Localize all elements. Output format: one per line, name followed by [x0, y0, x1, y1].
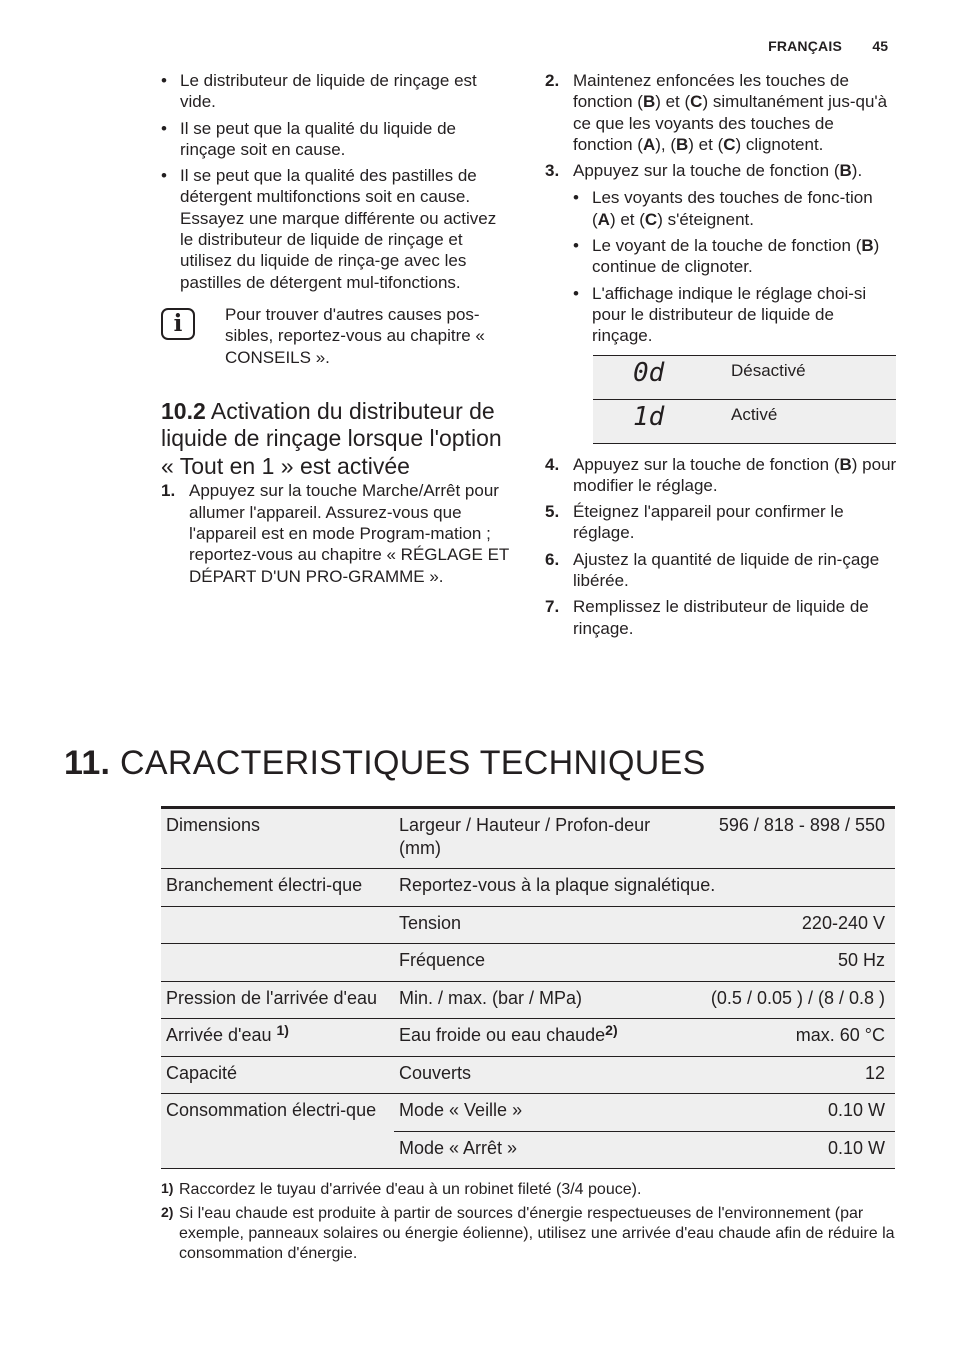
step-item [545, 454, 897, 497]
list-item: • Il se peut que la qualité du liquide de rinçage soit en cause. [161, 118, 513, 161]
spec-category: Dimensions [161, 808, 394, 869]
step-item [161, 480, 513, 586]
step-list [161, 480, 513, 586]
step-item [545, 70, 897, 155]
table-row [161, 944, 895, 982]
step-list [545, 454, 897, 639]
chapter-heading [64, 744, 706, 783]
sub-list [573, 187, 897, 346]
section-title: Activation du distributeur de liquide de rinçage lorsque l'option « Tout en 1 » est activée [161, 397, 502, 479]
list-item: • Il se peut que la qualité des pastilles de détergent multifonctions soit en cause. Essayez une marque différente ou activez le distributeur de liquide de rinçage et utilisez du liquide de rinça-ge avec les pastilles de détergent mul-tifonctions. [161, 165, 513, 293]
spec-parameter: Largeur / Hauteur / Profon-deur (mm) [394, 808, 669, 869]
list-item: • Le distributeur de liquide de rinçage est vide. [161, 70, 513, 113]
info-icon: i [161, 308, 195, 340]
table-row [161, 1056, 895, 1094]
table-row [161, 869, 895, 907]
footnote-text: Raccordez le tuyau d'arrivée d'eau à un robinet fileté (3/4 pouce). [179, 1181, 642, 1198]
info-note [161, 304, 513, 368]
spec-category [161, 944, 394, 982]
left-column [161, 70, 513, 592]
chapter-number: 11. [64, 744, 111, 782]
spec-parameter: Fréquence [394, 944, 669, 982]
table-row [161, 981, 895, 1019]
setting-label: Désactivé [730, 355, 896, 399]
table-row [593, 399, 896, 443]
right-column [545, 70, 897, 644]
spec-category: Branchement électri-que [161, 869, 394, 907]
step-item [545, 501, 897, 544]
spec-value: 12 [669, 1056, 895, 1094]
list-item: • L'affichage indique le réglage choi-si pour le distributeur de liquide de rinçage. [573, 283, 897, 347]
footnote-ref: 2) [605, 1022, 618, 1038]
info-text: Pour trouver d'autres causes pos-sibles, reportez-vous au chapitre « CONSEILS ». [225, 304, 485, 367]
footnote [161, 1180, 895, 1200]
section-number: 10.2 [161, 397, 206, 424]
step-list [545, 70, 897, 347]
step-item [545, 596, 897, 639]
step-number: 4. [545, 454, 560, 474]
step-number: 1. [161, 481, 176, 501]
spec-category: Pression de l'arrivée d'eau [161, 981, 394, 1019]
step-item [545, 160, 897, 346]
spec-value: 596 / 818 - 898 / 550 [669, 808, 895, 869]
spec-parameter: Min. / max. (bar / MPa) [394, 981, 669, 1019]
spec-value: max. 60 °C [669, 1019, 895, 1057]
step-item [545, 549, 897, 592]
table-row [161, 1094, 895, 1132]
table-row [593, 355, 896, 399]
step-text: Éteignez l'appareil pour confirmer le réglage. [573, 502, 844, 543]
step-text: Ajustez la quantité de liquide de rin-çage libérée. [573, 549, 880, 591]
step-number: 2. [545, 71, 560, 90]
step-text: Appuyez sur la touche de fonction (B) pour modifier le réglage. [573, 454, 897, 495]
spec-parameter: Reportez-vous à la plaque signalétique. [394, 869, 895, 907]
language-label: FRANÇAIS [768, 38, 842, 54]
table-row [161, 906, 895, 944]
spec-parameter: Couverts [394, 1056, 669, 1094]
setting-label: Activé [730, 399, 896, 443]
spec-parameter: Mode « Veille » [394, 1094, 669, 1132]
step-number: 6. [545, 549, 560, 569]
spec-value: 0.10 W [669, 1094, 895, 1132]
chapter-title: CARACTERISTIQUES TECHNIQUES [120, 744, 706, 782]
footnote-mark: 1) [161, 1180, 174, 1196]
table-row [161, 1019, 895, 1057]
settings-table [593, 355, 896, 444]
spec-category: Consommation électri-que [161, 1094, 394, 1169]
spec-value: (0.5 / 0.05 ) / (8 / 0.8 ) [669, 981, 895, 1019]
step-text: Appuyez sur la touche de fonction (B). [573, 161, 863, 181]
footnote [161, 1204, 895, 1264]
display-code: 1d [593, 399, 730, 443]
footnotes [161, 1180, 895, 1268]
spec-parameter: Mode « Arrêt » [394, 1131, 669, 1169]
spec-value: 220-240 V [669, 906, 895, 944]
table-row [161, 808, 895, 869]
step-number: 3. [545, 161, 560, 181]
spec-value: 0.10 W [669, 1131, 895, 1169]
spec-category: Arrivée d'eau $^{1)}$ [161, 1019, 394, 1057]
step-number: 7. [545, 597, 560, 617]
footnote-text: Si l'eau chaude est produite à partir de sources d'énergie respectueuses de l'environnement (par exemple, panneaux solaires ou énergie éolienne), utilisez une arrivée d'eau chaude afin de réduire la consommation d'énergie. [179, 1205, 895, 1262]
step-number: 5. [545, 502, 560, 522]
spec-category: Capacité [161, 1056, 394, 1094]
step-text: Remplissez le distributeur de liquide de rinçage. [573, 597, 869, 638]
page-number: 45 [872, 38, 888, 54]
spec-parameter: Eau froide ou eau chaude$^{2)}$ [394, 1019, 669, 1057]
section-heading [161, 398, 513, 481]
display-code: 0d [593, 355, 730, 399]
specs-table [161, 806, 895, 1169]
list-item: • Le voyant de la touche de fonction (B) continue de clignoter. [573, 235, 897, 278]
footnote-mark: 2) [161, 1204, 174, 1220]
footnote-ref: 1) [276, 1022, 289, 1038]
step-text: Appuyez sur la touche Marche/Arrêt pour allumer l'appareil. Assurez-vous que l'appareil est en mode Program-mation ; reportez-vous au chapitre « RÉGLAGE ET DÉPART D'UN PRO-GRAMME ». [189, 481, 510, 586]
list-item: • Les voyants des touches de fonc-tion (A) et (C) s'éteignent. [573, 187, 897, 230]
step-text: Maintenez enfoncées les touches de fonction (B) et (C) simultanément jus-qu'à ce que les voyants des touches de fonction (A), (B) et (C) clignotent. [573, 71, 888, 154]
spec-value: 50 Hz [669, 944, 895, 982]
spec-category [161, 906, 394, 944]
cause-list [161, 70, 513, 293]
spec-parameter: Tension [394, 906, 669, 944]
